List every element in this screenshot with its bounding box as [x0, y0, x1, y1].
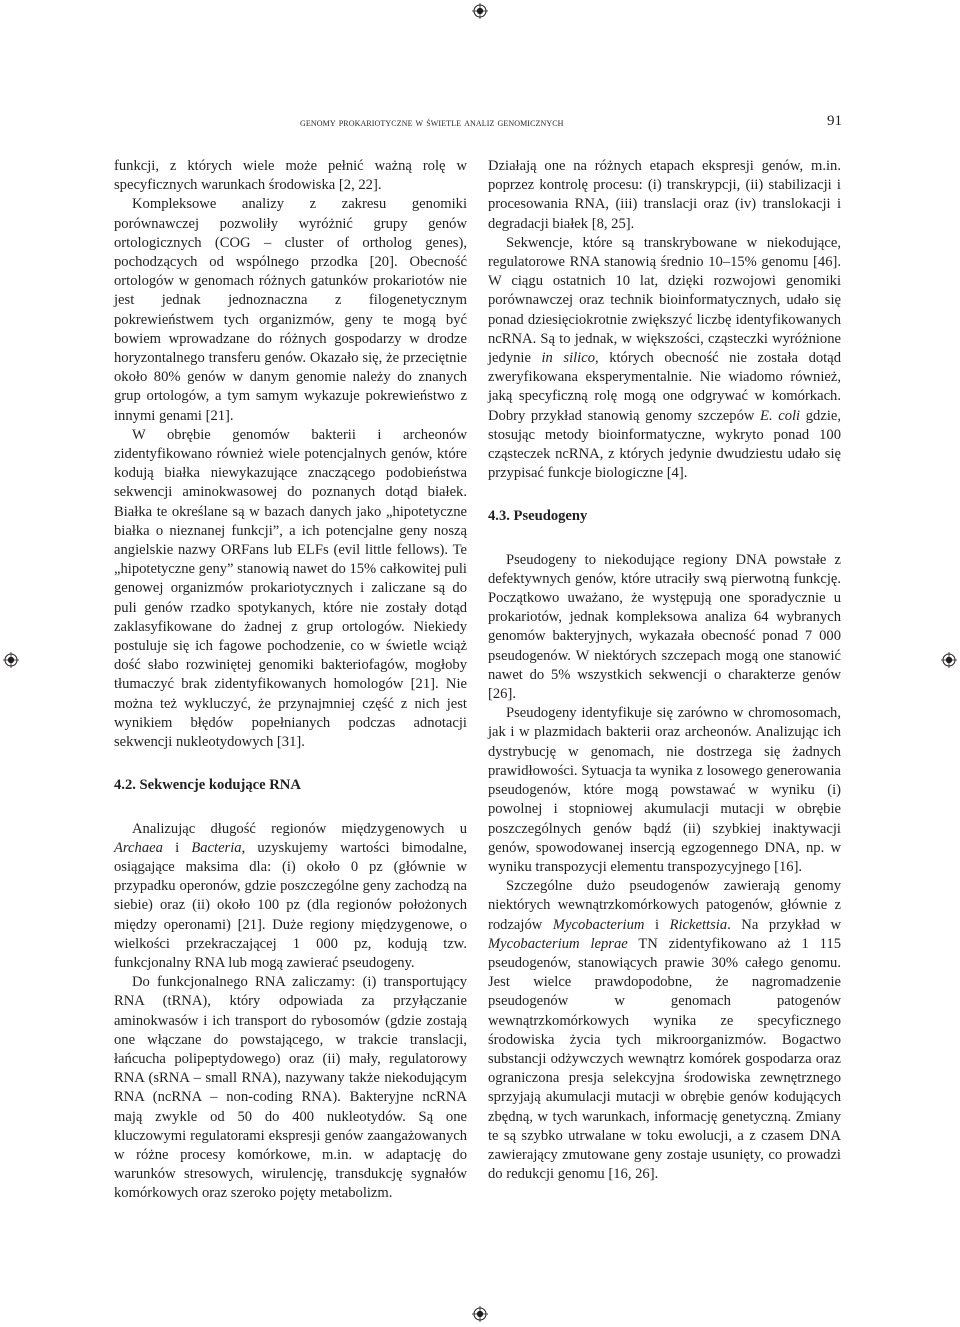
page-number: 91: [827, 113, 842, 129]
left-paragraph-4: Analizując długość regionów międzygenowych u Archaea i Bacteria, uzyskujemy wartości bimodalne, osiągające maksima dla: (i) około 0 pz (głównie w przypadku operonów, gdzie poszczególne geny zachodzą na siebie) oraz (ii) około 100 pz (dla regionów położonych między operonami) [21]. Duże regiony międzygenowe, o wielkości przekraczającej 1 000 pz, kodują tzw. funkcjonalny RNA lub mogą zawierać pseudogeny.: [114, 820, 467, 971]
left-column: [114, 157, 467, 1204]
right-paragraph-1: Działają one na różnych etapach ekspresji genów, m.in. poprzez kontrolę procesu: (i) transkrypcji, (ii) stabilizacji i procesowania RNA, (iii) translacji oraz (iv) translokacji i degradacji białek [8, 25].: [488, 158, 841, 232]
running-header: [300, 113, 842, 133]
left-paragraph-2: Kompleksowe analizy z zakresu genomiki porównawczej pozwoliły wyróżnić grupy genów ortologicznych (COG – cluster of ortholog genes), pochodzących od wspólnego przodka [20]. Obecność ortologów w genomach różnych gatunków prokariotów nie jest jednak jednoznaczna z filogenetycznym pokrewieństwem tych organizmów, geny te mogą być bowiem wprowadzane do różnych gospodarzy w drodze horyzontalnego transferu genów. Okazało się, że przeciętnie około 80% genów w danym genomie należy do znanych grup ortologów, a tym samym wykazuje pokrewieństwo z innymi genami [21].: [114, 196, 467, 424]
registration-mark-bottom-icon: [472, 1306, 488, 1322]
registration-mark-right-icon: [941, 652, 957, 668]
right-paragraph-5: Szczególne dużo pseudogenów zawierają genomy niektórych wewnątrzkomórkowych patogenów, głównie z rodzajów Mycobacterium i Rickettsia. Na przykład w Mycobacterium leprae TN zidentyfikowano aż 1 115 pseudogenów, stanowiących prawie 30% całego genomu. Jest wielce prawdopodobne, że nagromadzenie pseudogenów w genomach patogenów wewnątrzkomórkowych wynika ze specyficznego środowiska życia tych mikroorganizmów. Bogactwo substancji odżywczych wewnątrz komórek gospodarza oraz ograniczona presja selekcyjna środowiska zewnętrznego sprzyjają akumulacji mutacji w obrębie genów kodujących zbędną, w tych warunkach, informację genetyczną. Zmiany te są szybko utrwalane w toku ewolucji, a z czasem DNA zawierający zmutowane geny zostaje usunięty, co prowadzi do redukcji genomu [16, 26].: [488, 878, 842, 1183]
registration-mark-top-icon: [472, 3, 488, 19]
left-paragraph-3: W obrębie genomów bakterii i archeonów zidentyfikowano również wiele potencjalnych genów, które kodują białka niewykazujące znaczącego podobieństwa sekwencji aminokwasowej do poznanych dotąd białek. Białka te określane są w bazach danych jako „hipotetyczne białka o nieznanej funkcji”, a ich potencjalne geny noszą angielskie nazwy ORFans lub ELFs (evil little fellows). Te „hipotetyczne geny” stanowią nawet do 15% całkowitej puli genowej organizmów prokariotycznych i zaliczane są do puli genów rzadko spotykanych, które nie zostały dotąd zaklasyfikowane do żadnej z grup ortologów. Niekiedy postuluje się ich fagowe pochodzenie, co w świetle wciąż dość słabo rozwiniętej genomiki bakteriofagów, mogłoby tłumaczyć brak zidentyfikowanych homologów [21]. Nie można też wykluczyć, że przynajmniej część z nich jest wynikiem błędów popełnianych podczas adnotacji sekwencji nukleotydowych [31].: [114, 426, 467, 751]
right-paragraph-3: Pseudogeny to niekodujące regiony DNA powstałe z defektywnych genów, które utraciły swą pierwotną funkcję. Początkowo uważano, że występują one sporadycznie u prokariotów, jednak kompleksowa analiza 64 wybranych genomów bakteryjnych, wykazała obecność ponad 7 000 pseudogenów. W niektórych szczepach mogą one stanowić nawet do 5% wszystkich sekwencji o charakterze genów [26].: [488, 551, 841, 703]
left-paragraph-1: funkcji, z których wiele może pełnić ważną rolę w specyficznych warunkach środowiska [2, 22].: [114, 158, 467, 194]
running-title: genomy prokariotyczne w świetle analiz genomicznych: [300, 116, 564, 129]
right-column: [488, 157, 841, 1184]
right-paragraph-2: Sekwencje, które są transkrybowane w niekodujące, regulatorowe RNA stanowią średnio 10–15% genomu [46]. W ciągu ostatnich 10 lat, dzięki rozwojowi genomiki porównawczej oraz technik bioinformatycznych, udało się ponad dziesięciokrotnie zwiększyć liczbę identyfikowanych ncRNA. Są to jednak, w większości, cząsteczki wyróżnione jedynie in silico, których obecność nie została dotąd zweryfikowana eksperymentalnie. Nie wiadomo również, jaką specyficzną rolę mogą one odgrywać w komórkach. Dobry przykład stanowią genomy szczepów E. coli gdzie, stosując metody bioinformatyczne, wykryto ponad 100 cząsteczek ncRNA, z których jedynie dwudziestu udało się przypisać funkcje biologiczne [4].: [488, 234, 841, 482]
right-paragraph-4: Pseudogeny identyfikuje się zarówno w chromosomach, jak i w plazmidach bakterii oraz archeonów. Analizując ich dystrybucję w genomach, nie dostrzega się żadnych prawidłowości. Sytuacja ta wynika z losowego generowania pseudogenów, które mogą powstawać w wyniku (i) powolnej i stopniowej akumulacji mutacji w obrębie poszczególnych genów bądź (ii) szybkiej inaktywacji genów, spowodowanej insercją egzogennego DNA, np. w wyniku transpozycji elementu transpozycyjnego [16].: [488, 705, 841, 875]
left-paragraph-5: Do funkcjonalnego RNA zaliczamy: (i) transportujący RNA (tRNA), który odpowiada za przyłączanie aminokwasów i ich transport do rybosomów (gdzie zostają one włączane do powstającego, w trakcie translacji, łańcucha polipeptydowego) oraz (ii) mały, regulatorowy RNA (sRNA – small RNA), nazywany także niekodującym RNA (ncRNA – non-coding RNA). Bakteryjne ncRNA mają zwykle od 50 do 400 nukleotydów. Są one kluczowymi regulatorami ekspresji genów zaangażowanych w różne procesy komórkowe, m.in. w adaptację do warunków stresowych, wirulencję, transdukcję sygnałów komórkowych oraz szeroko pojęty metabolizm.: [114, 974, 467, 1202]
registration-mark-left-icon: [3, 652, 19, 668]
section-heading-4-3: 4.3. Pseudogeny: [488, 508, 588, 525]
section-heading-4-2: 4.2. Sekwencje kodujące RNA: [114, 777, 301, 794]
